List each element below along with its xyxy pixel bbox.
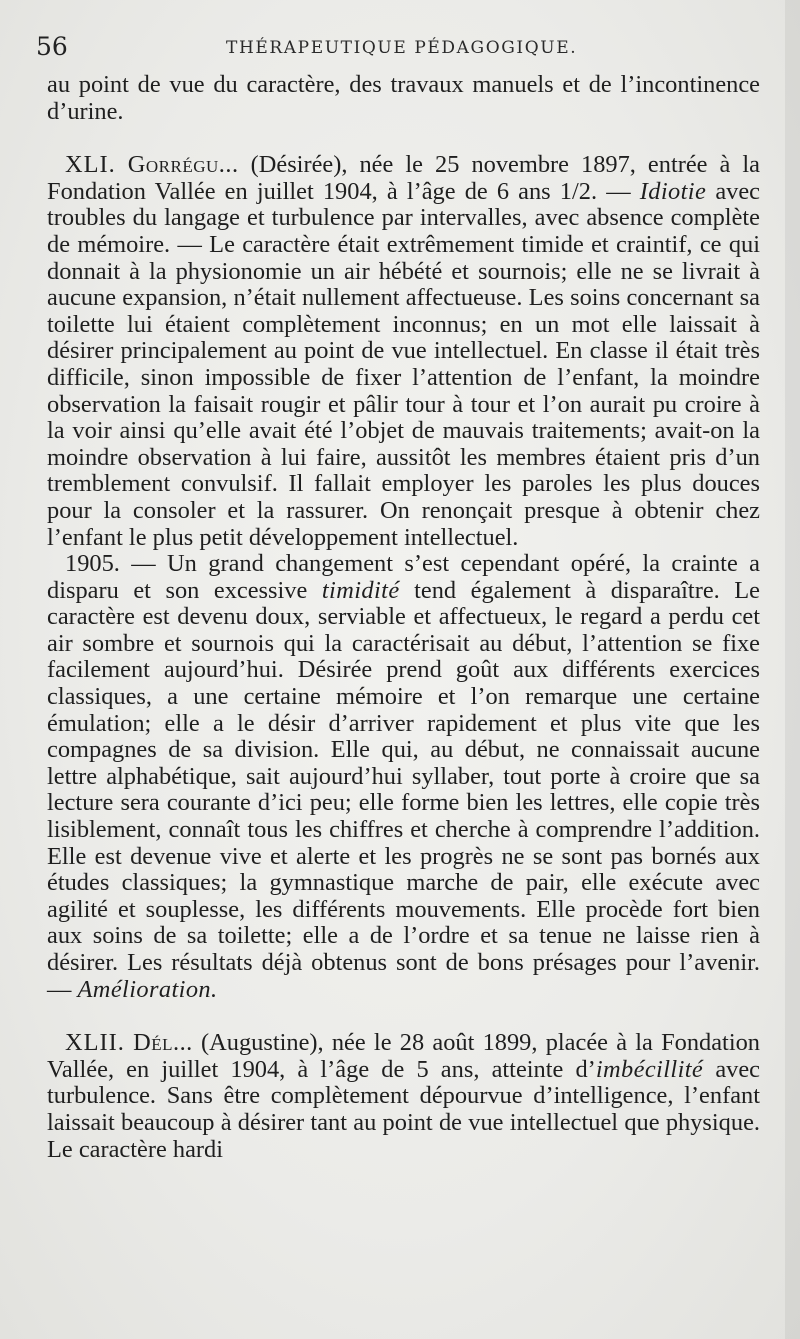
case-41-name: Gorrégu... — [127, 151, 239, 179]
case-41-timidite: timidité — [321, 576, 400, 604]
case-41-paragraph — [47, 152, 760, 551]
section-gap — [47, 125, 760, 152]
page-edge-shadow — [785, 0, 800, 1339]
running-head: THÉRAPEUTIQUE PÉDAGOGIQUE. — [226, 38, 578, 58]
case-41-outcome: Amélioration. — [77, 975, 218, 1003]
case-41-1905-paragraph — [47, 551, 760, 1003]
case-41-1905-text-a: 1905. — Un grand changement s’est cependant opéré, la crainte a disparu et son excessive — [47, 550, 760, 604]
section-gap — [47, 1003, 760, 1030]
case-42-text-b: avec turbulence. Sans être complètement dépourvue d’intelligence, l’enfant laissait beaucoup à désirer tant au point de vue intellectuel que physique. Le caractère hardi — [47, 1055, 760, 1163]
case-42-name: Dél... — [133, 1029, 193, 1057]
body-text — [47, 72, 760, 1163]
page-number: 56 — [36, 32, 68, 61]
page-header — [36, 30, 750, 64]
case-41-number: XLI. — [65, 151, 116, 179]
case-42-text-a: (Augustine), née le 28 août 1899, placée à la Fondation Vallée, en juillet 1904, à l’âge de 5 ans, atteinte d’ — [47, 1029, 760, 1083]
case-41-text-b: avec troubles du langage et turbulence par intervalles, avec absence complète de mémoire. — Le caractère était extrêmement timide et craintif, ce qui donnait à la physionomie un air hébété et sournois; elle ne se livrait à aucune expansion, n’était nullement affectueuse. Les soins concernant sa toilette lui étaient complètement inconnus; en un mot elle laissait à désirer principalement au point de vue intellectuel. En classe il était très difficile, sinon impossible de fixer l’attention de l’enfant, la moindre observation la faisait rougir et pâlir tour à tour et l’on aurait pu croire à la voir ainsi qu’elle avait été l’objet de mauvais traitements; avait-on la moindre observation à lui faire, aussitôt les membres étaient pris d’un tremblement convulsif. Il fallait employer les paroles les plus douces pour la consoler et la rassurer. On renonçait presque à obtenir chez l’enfant le plus petit développement intellectuel. — [47, 177, 760, 551]
intro-paragraph: au point de vue du caractère, des travaux manuels et de l’incontinence d’urine. — [47, 71, 760, 125]
case-41-diagnosis: Idiotie — [639, 177, 707, 205]
case-42-number: XLII. — [65, 1029, 125, 1057]
case-41-1905-text-b: tend également à disparaître. Le caractère est devenu doux, serviable et affectueux, le regard a perdu cet air sombre et sournois qui la caractérisait au début, l’attention se fixe facilement aujourd’hui. Désirée prend goût aux différents exercices classiques, a une certaine mémoire et l’on remarque une certaine émulation; elle a le désir d’arriver rapidement et plus vite que les compagnes de sa division. Elle qui, au début, ne connaissait aucune lettre alphabétique, sait aujourd’hui syllaber, tout porte à croire que sa lecture sera courante d’ici peu; elle forme bien les lettres, elle copie très lisiblement, connaît tous les chiffres et cherche à comprendre l’addition. Elle est devenue vive et alerte et les progrès ne se sont pas bornés aux études classiques; la gymnastique marche de pair, elle exécute avec agilité et souplesse, les différents mouvements. Elle procède fort bien aux soins de sa toilette; elle a de l’ordre et sa tenue ne laisse rien à désirer. Les résultats déjà obtenus sont de bons présages pour l’avenir. — — [47, 576, 761, 1003]
case-42-diagnosis: imbécillité — [595, 1055, 704, 1083]
case-42-paragraph — [47, 1030, 760, 1163]
case-41-text-a: (Désirée), née le 25 novembre 1897, entrée à la Fondation Vallée en juillet 1904, à l’âge de 6 ans 1/2. — — [47, 151, 760, 205]
